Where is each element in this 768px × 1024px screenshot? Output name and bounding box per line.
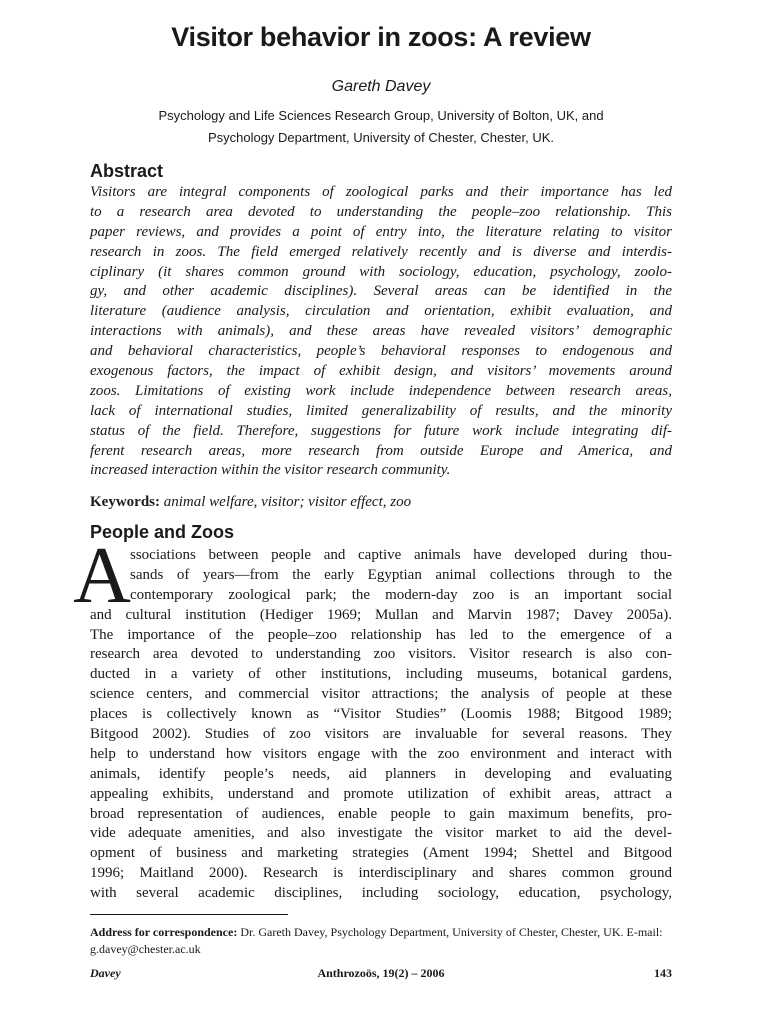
article-page bbox=[73, 0, 672, 1024]
page-number: 143 bbox=[654, 966, 672, 980]
abstract-line: paper reviews, and provides a point of entry into, the literature relating to visitor bbox=[90, 223, 672, 240]
body-line: ducted in a variety of other institutions, including museums, botanical gardens, bbox=[90, 666, 672, 683]
abstract-heading: Abstract bbox=[90, 161, 164, 181]
footnote-label: Address for correspondence: bbox=[90, 925, 238, 939]
body-line: opment of business and marketing strategies (Ament 1994; Shettel and Bitgood bbox=[90, 845, 672, 862]
affiliation-line: Psychology and Life Sciences Research Group, University of Bolton, UK, and bbox=[158, 108, 604, 123]
body-line: vide adequate amenities, and also investigate the visitor market to aid the devel- bbox=[90, 825, 672, 842]
abstract-line: ciplinary (it shares common ground with sociology, education, psychology, zoolo- bbox=[90, 263, 672, 280]
section-body bbox=[90, 546, 672, 904]
body-line: contemporary zoological park; the modern-day zoo is an important social bbox=[130, 586, 672, 603]
correspondence-footnote bbox=[90, 924, 672, 958]
abstract-line: Visitors are integral components of zoological parks and their importance has led bbox=[90, 184, 672, 200]
abstract-line: ferent research areas, more research from outside Europe and America, and bbox=[90, 442, 672, 459]
abstract-line: and behavioral characteristics, people’s behavioral responses to endogenous and bbox=[90, 343, 672, 360]
abstract-body bbox=[90, 183, 672, 481]
body-line: ssociations between people and captive animals have developed during thou- bbox=[130, 547, 672, 563]
affiliation bbox=[90, 105, 672, 149]
body-line: and cultural institution (Hediger 1969; Mullan and Marvin 1987; Davey 2005a). bbox=[90, 606, 672, 623]
keywords-values: animal welfare, visitor; visitor effect, zoo bbox=[163, 494, 412, 510]
abstract-line: exogenous factors, the impact of exhibit design, and visitors’ movements around bbox=[90, 363, 672, 380]
section-heading: People and Zoos bbox=[90, 522, 235, 542]
body-line: Bitgood 2002). Studies of zoo visitors are invaluable for several reasons. They bbox=[90, 726, 672, 743]
drop-cap: A bbox=[73, 532, 131, 620]
footer-journal: Anthrozoös, 19(2) – 2006 bbox=[317, 966, 445, 980]
body-line: animals, identify people’s needs, aid planners in developing and evaluating bbox=[90, 765, 672, 782]
page-footer bbox=[90, 966, 672, 984]
body-line: with several academic disciplines, including sociology, education, psychology, bbox=[90, 885, 672, 902]
body-line: places is collectively known as “Visitor Studies” (Loomis 1988; Bitgood 1989; bbox=[90, 706, 672, 723]
abstract-line: gy, and other academic disciplines). Several areas can be identified in the bbox=[90, 283, 672, 300]
footer-author: Davey bbox=[90, 966, 121, 980]
abstract-line: to a research area devoted to understanding the people–zoo relationship. This bbox=[90, 203, 672, 220]
body-line: The importance of the people–zoo relationship has led to the emergence of a bbox=[90, 626, 672, 643]
keywords-label: Keywords: bbox=[90, 494, 160, 510]
abstract-line: zoos. Limitations of existing work include independence between research areas, bbox=[90, 382, 672, 399]
body-line: 1996; Maitland 2000). Research is interdisciplinary and shares common ground bbox=[90, 865, 672, 882]
abstract-line: research in zoos. The field emerged relatively recently and is diverse and interdis- bbox=[90, 243, 672, 260]
body-line: broad representation of audiences, enable people to gain maximum benefits, pro- bbox=[90, 805, 672, 822]
paper-title: Visitor behavior in zoos: A review bbox=[171, 22, 591, 52]
body-line: appealing exhibits, understand and promote utilization of exhibit areas, attract a bbox=[90, 785, 672, 802]
body-line: sands of years—from the early Egyptian animal collections through to the bbox=[130, 566, 672, 583]
keywords bbox=[90, 492, 672, 512]
abstract-line: status of the field. Therefore, suggestions for future work include integrating dif- bbox=[90, 422, 672, 439]
footnote-text: Dr. Gareth Davey, Psychology Department, University of Chester, Chester, UK. E-mail: g.davey@chester.ac.uk bbox=[90, 925, 663, 956]
body-line: research area devoted to understanding zoo visitors. Visitor research is also con- bbox=[90, 646, 672, 663]
author-name: Gareth Davey bbox=[331, 78, 431, 95]
body-line: help to understand how visitors engage with the zoo environment and interact with bbox=[90, 745, 672, 762]
abstract-line: lack of international studies, limited generalizability of results, and the minority bbox=[90, 402, 672, 419]
abstract-line: literature (audience analysis, circulation and orientation, exhibit evaluation, and bbox=[90, 303, 672, 320]
footnote-divider bbox=[90, 914, 288, 915]
affiliation-line: Psychology Department, University of Chester, Chester, UK. bbox=[207, 130, 555, 145]
abstract-line: interactions with animals), and these areas have revealed visitors’ demographic bbox=[90, 323, 672, 340]
abstract-line: increased interaction within the visitor research community. bbox=[90, 462, 451, 479]
body-line: science centers, and commercial visitor attractions; the analysis of people at these bbox=[90, 686, 672, 703]
